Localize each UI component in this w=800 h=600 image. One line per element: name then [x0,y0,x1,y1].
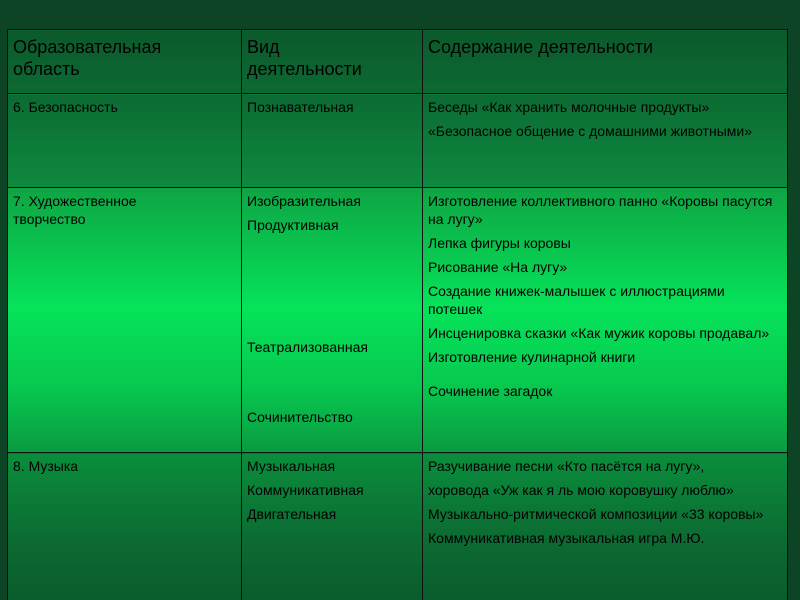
type-label: Коммуникативная [247,482,364,498]
header-area-line-1: Образовательная [13,37,162,57]
content-item: Беседы «Как хранить молочные продукты» [428,99,710,115]
type-label: Изобразительная [247,193,361,209]
header-type-line-1: Вид [247,37,280,57]
type-label: Продуктивная [247,217,339,233]
content-cell [423,94,788,188]
type-cell [242,94,423,188]
activity-table [7,29,788,600]
content-item: «Безопасное общение с домашними животными» [428,123,752,139]
content-item: Музыкально-ритмической композиции «33 коровы» [428,506,764,522]
content-item: Изготовление кулинарной книги [428,349,636,365]
content-item: Создание книжек-малышек с иллюстрациями потешек [428,283,725,317]
type-label: Сочинительство [247,409,353,425]
area-cell [8,94,242,188]
content-item: Разучивание песни «Кто пасётся на лугу», [428,458,705,474]
table-row-music [8,453,788,600]
content-item: Коммуникативная музыкальная игра М.Ю. [428,530,705,546]
table-header-row [8,30,788,94]
header-area-line-2: область [13,59,80,79]
type-label: Познавательная [247,99,354,115]
header-content-cell [423,30,788,94]
table-row-safety [8,94,788,188]
header-content-label: Содержание деятельности [428,37,654,57]
content-item: Рисование «На лугу» [428,259,568,275]
type-cell [242,453,423,600]
content-item: хоровода «Уж как я ль мою коровушку люблю» [428,482,734,498]
content-item: Лепка фигуры коровы [428,235,571,251]
content-cell [423,188,788,453]
type-label: Театрализованная [247,339,368,355]
content-cell [423,453,788,600]
type-cell [242,188,423,453]
content-item: Сочинение загадок [428,383,553,399]
area-label: 8. Музыка [13,458,79,474]
area-label: 6. Безопасность [13,99,118,115]
type-label: Двигательная [247,506,337,522]
content-item: Инсценировка сказки «Как мужик коровы продавал» [428,325,770,341]
area-cell [8,188,242,453]
header-type-cell [242,30,423,94]
area-label: 7. Художественное творчество [13,193,137,227]
header-area-cell [8,30,242,94]
table-row-art [8,188,788,453]
area-cell [8,453,242,600]
header-type-line-2: деятельности [247,59,362,79]
type-label: Музыкальная [247,458,336,474]
content-item: Изготовление коллективного панно «Коровы пасутся на лугу» [428,193,773,227]
